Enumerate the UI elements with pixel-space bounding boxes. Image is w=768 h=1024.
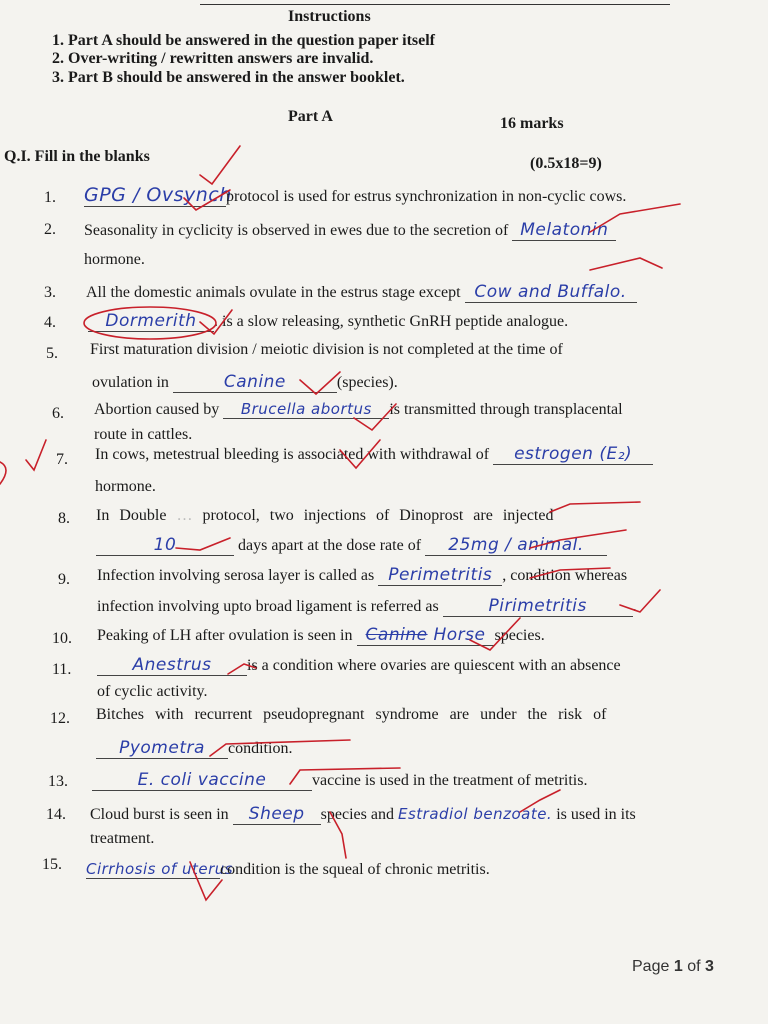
q11-answer: Anestrus [97, 655, 247, 676]
q7-number: 7. [56, 451, 68, 468]
q9-line [97, 565, 627, 586]
q13-text: vaccine is used in the treatment of metritis. [312, 772, 588, 789]
q9-text4: . [632, 598, 637, 615]
q11-line [97, 655, 621, 676]
q10-text: Peaking of LH after ovulation is seen in [97, 627, 353, 644]
instruction-2: 2. Over-writing / rewritten answers are invalid. [52, 50, 374, 67]
q8-line [96, 507, 553, 525]
q8-answer: 10 [96, 535, 234, 556]
q6-answer: Brucella abortus [223, 400, 389, 419]
q5-text3: (species). [336, 374, 398, 391]
tick-mark-q8a [550, 502, 640, 512]
q11-text2: of cyclic activity. [97, 683, 208, 700]
q11-text: is a condition where ovaries are quiescent with an absence [247, 657, 621, 674]
question-heading: Q.I. Fill in the blanks [4, 148, 150, 165]
footer-total: 3 [704, 958, 714, 975]
q1-text: protocol is used for estrus synchronization in non-cyclic cows. [226, 188, 627, 205]
footer-current: 1 [673, 958, 683, 975]
q8-text2: days apart at the dose rate of [238, 537, 422, 554]
q14-answer: Sheep [233, 804, 321, 825]
q2-line [84, 220, 616, 241]
part-title: Part A [288, 108, 333, 125]
q4-answer: Dormerith [88, 311, 214, 332]
q8-answer2: 25mg / animal. [425, 535, 607, 556]
q8-text-b: protocol, two injections of Dinoprost are injected [202, 507, 554, 524]
q9-text3: infection involving upto broad ligament is referred as [97, 598, 439, 615]
q10-number: 10. [52, 630, 72, 647]
q15-number: 15. [42, 856, 62, 873]
q9-number: 9. [58, 571, 70, 588]
q2-answer: Melatonin [512, 220, 616, 241]
instruction-1: 1. Part A should be answered in the question paper itself [52, 32, 436, 49]
q9-line2 [97, 596, 637, 617]
q5-answer: Canine [173, 372, 337, 393]
q10-answer-text: Horse [433, 625, 486, 645]
q14-text3: is used in its [556, 806, 636, 823]
q13-answer: E. coli vaccine [92, 770, 312, 791]
question-marks: (0.5x18=9) [530, 155, 602, 172]
q5-text2: ovulation in [92, 374, 169, 391]
part-marks: 16 marks [500, 115, 564, 132]
q3-answer: Cow and Buffalo. [465, 282, 637, 303]
q12-text: Bitches with recurrent pseudopregnant syndrome are under the risk of [96, 706, 607, 723]
q10-text2: species. [494, 627, 545, 644]
q9-text2: , condition whereas [502, 567, 628, 584]
q15-line [86, 860, 490, 879]
q2-number: 2. [44, 221, 56, 238]
q14-line [90, 804, 636, 825]
q6-text3: route in cattles. [94, 426, 193, 443]
q1-answer: GPG / Ovsynch [84, 184, 232, 206]
q5-text: First maturation division / meiotic division is not completed at the time of [90, 341, 563, 358]
q14-text2: species and [320, 806, 394, 823]
q2-text2: hormone. [84, 251, 145, 268]
q8-text: In Double [96, 507, 167, 524]
instruction-3: 3. Part B should be answered in the answer booklet. [52, 69, 405, 86]
q2-text: Seasonality in cyclicity is observed in ewes due to the secretion of [84, 222, 509, 239]
q11-number: 11. [52, 661, 72, 678]
q14-text: Cloud burst is seen in [90, 806, 229, 823]
q7-line [95, 444, 653, 465]
q10-line [97, 625, 545, 646]
q8-faded-mark: … [176, 507, 193, 524]
q10-struck-answer: Canine [365, 625, 428, 645]
q5-line2 [92, 372, 398, 393]
q12-answer: Pyometra [96, 738, 228, 759]
q6-text: Abortion caused by [94, 401, 220, 418]
q15-text: condition is the squeal of chronic metritis. [220, 861, 490, 878]
q7-answer: estrogen (E₂) [493, 444, 653, 465]
q6-text2: is transmitted through transplacental [389, 401, 623, 418]
q14-number: 14. [46, 806, 66, 823]
q5-number: 5. [46, 345, 58, 362]
q9-answer2: Pirimetritis [443, 596, 633, 617]
q13-line [92, 770, 587, 791]
q10-answer [357, 625, 495, 646]
q8-number: 8. [58, 510, 70, 527]
tick-mark-heading [200, 146, 240, 184]
tick-mark-margin-1 [26, 440, 46, 470]
footer-prefix: Page [632, 958, 670, 975]
q4-number: 4. [44, 314, 56, 331]
top-rule [200, 4, 670, 5]
q7-text2: hormone. [95, 478, 156, 495]
q15-answer: Cirrhosis of uterus [86, 860, 234, 878]
q1-line [84, 184, 626, 207]
page-footer [632, 958, 714, 976]
q14-text4: treatment. [90, 830, 155, 847]
tick-mark-q3 [590, 258, 662, 270]
q6-line [94, 400, 623, 419]
q13-number: 13. [48, 773, 68, 790]
q4-text: . is a slow releasing, synthetic GnRH peptide analogue. [214, 313, 569, 330]
q3-text: All the domestic animals ovulate in the estrus stage except [86, 284, 461, 301]
q6-number: 6. [52, 405, 64, 422]
q12-line2 [96, 738, 292, 759]
q8-line2 [96, 535, 607, 556]
q12-number: 12. [50, 710, 70, 727]
q9-answer: Perimetritis [378, 565, 502, 586]
instructions-title: Instructions [288, 8, 371, 25]
q14-answer2: Estradiol benzoate. [397, 805, 553, 823]
q1-number: 1. [44, 189, 56, 206]
q9-text: Infection involving serosa layer is called as [97, 567, 375, 584]
footer-of: of [687, 958, 701, 975]
q12-text2: condition. [228, 740, 293, 757]
q3-line [86, 282, 637, 303]
q4-line [88, 311, 568, 332]
q7-text: In cows, metestrual bleeding is associated with withdrawal of [95, 446, 490, 463]
q3-number: 3. [44, 284, 56, 301]
tick-mark-margin-2 [0, 462, 6, 484]
